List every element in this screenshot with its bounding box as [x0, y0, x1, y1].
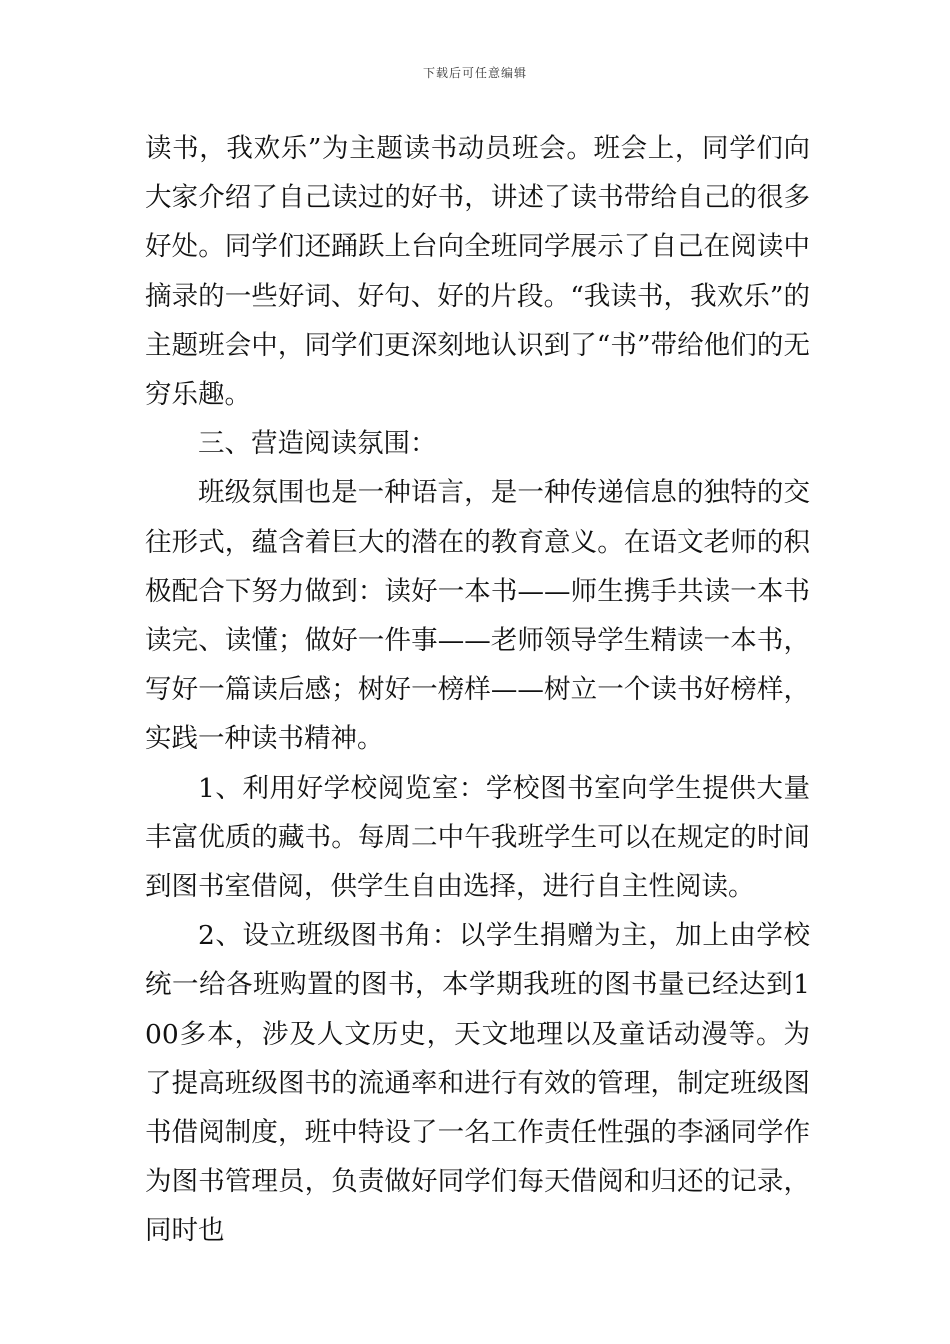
page-header: 下载后可任意编辑: [422, 66, 527, 80]
section-heading: 三、营造阅读氛围：: [198, 428, 437, 460]
paragraph-reading-room: 1、利用好学校阅览室：学校图书室向学生提供大量丰富优质的藏书。每周二中午我班学生可以在规定的时间到图书室借阅，供学生自由选择，进行自主性阅读。: [145, 772, 810, 903]
paragraph-book-corner: 2、设立班级图书角：以学生捐赠为主，加上由学校统一给各班购置的图书，本学期我班的图书量已经达到100多本，涉及人文历史，天文地理以及童话动漫等。为了提高班级图书的流通率和进行有效的管理，制定班级图书借阅制度，班中特设了一名工作责任性强的李涵同学作为图书管理员，负责做好同学们每天借阅和归还的记录，同时也: [145, 920, 810, 1247]
paragraph-atmosphere: 班级氛围也是一种语言，是一种传递信息的独特的交往形式，蕴含着巨大的潜在的教育意义。在语文老师的积极配合下努力做到：读好一本书——师生携手共读一本书读完、读懂；做好一件事——老师领导学生精读一本书，写好一篇读后感；树好一榜样——树立一个读书好榜样，实践一种读书精神。: [145, 477, 810, 755]
paragraph-continuation: 读书，我欢乐”为主题读书动员班会。班会上，同学们向大家介绍了自己读过的好书，讲述了读书带给自己的很多好处。同学们还踊跃上台向全班同学展示了自己在阅读中摘录的一些好词、好句、好的片段。“我读书，我欢乐”的主题班会中，同学们更深刻地认识到了“书”带给他们的无穷乐趣。: [145, 133, 810, 411]
document-body: [145, 124, 810, 1256]
